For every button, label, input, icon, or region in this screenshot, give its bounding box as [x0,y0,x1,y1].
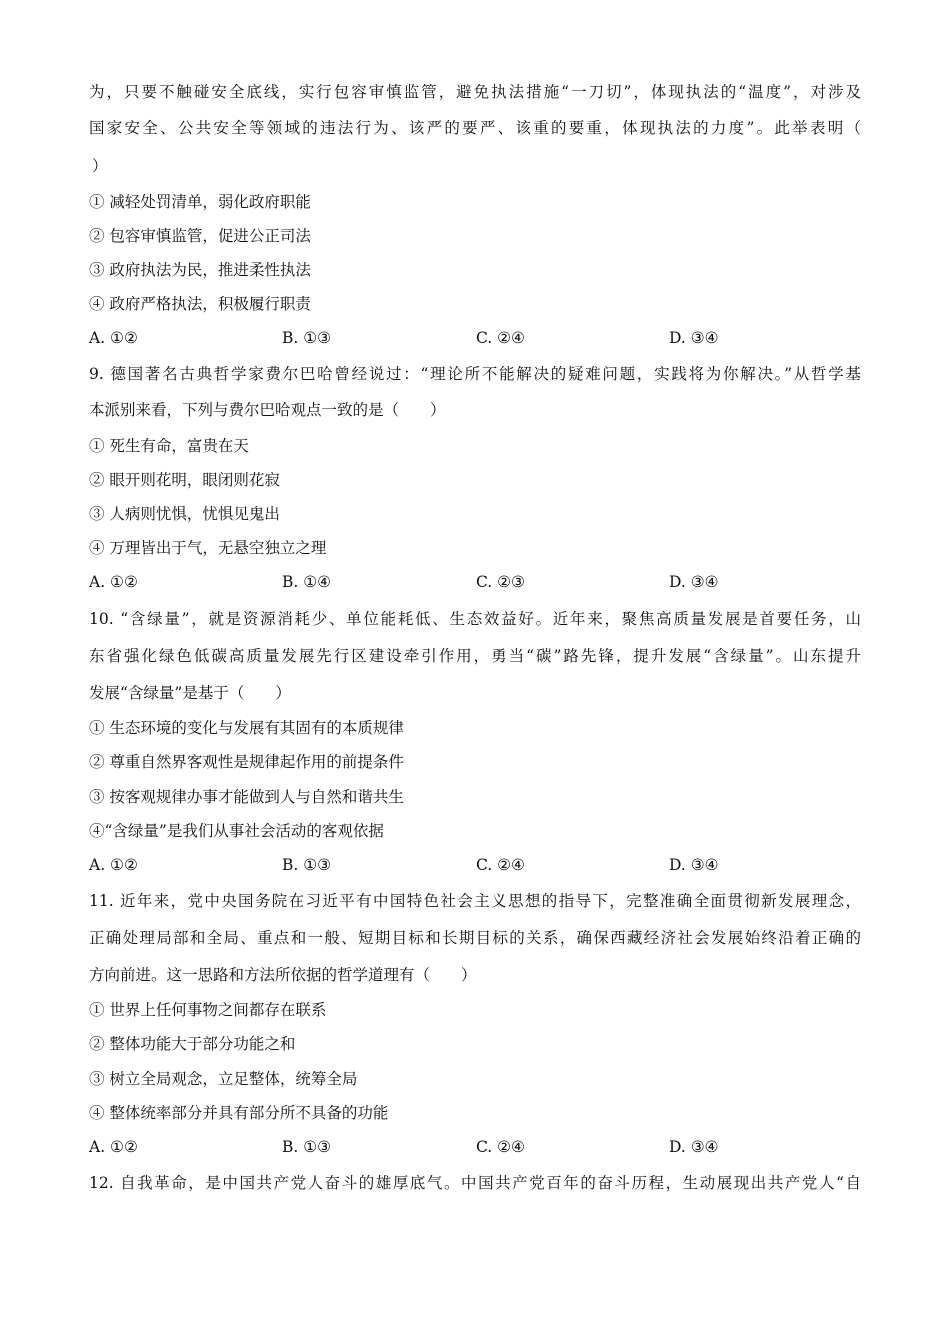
question-10-statement: ② 尊重自然界客观性是规律起作用的前提条件 [89,753,404,771]
question-10-choice-d: D. ③④ [669,856,719,874]
question-9-statement: ④ 万理皆出于气，无悬空独立之理 [89,539,327,557]
question-12-stem-line: 12. 自我革命，是中国共产党人奋斗的雄厚底气。中国共产党百年的奋斗历程，生动展现出共产党人“自 [89,1174,861,1192]
question-8-choice-a: A. ①② [89,329,138,347]
question-11-statement: ① 世界上任何事物之间都存在联系 [89,1001,327,1019]
question-8-choice-b: B. ①③ [282,329,332,347]
question-9-stem-line: 9. 德国著名古典哲学家费尔巴哈曾经说过：“理论所不能解决的疑难问题，实践将为你解决。”从哲学基 [89,365,861,383]
question-10-statement: ④“含绿量”是我们从事社会活动的客观依据 [89,822,384,840]
question-8-choice-d: D. ③④ [669,329,719,347]
question-8-statement: ② 包容审慎监管，促进公正司法 [89,227,311,245]
question-9-choice-b: B. ①④ [282,573,332,591]
question-9-choice-a: A. ①② [89,573,138,591]
question-9-stem-line: 本派别来看，下列与费尔巴哈观点一致的是（ ） [89,401,446,419]
question-10-stem-line: 10. “含绿量”，就是资源消耗少、单位能耗低、生态效益好。近年来，聚焦高质量发展是首要任务，山 [89,610,861,628]
question-10-stem-line: 东省强化绿色低碳高质量发展先行区建设牵引作用，勇当“碳”路先锋，提升发展“含绿量”。山东提升 [89,647,861,665]
question-8-stem-line: 为，只要不触碰安全底线，实行包容审慎监管，避免执法措施“一刀切”，体现执法的“温度”，对涉及 [89,83,861,101]
question-8-choice-c: C. ②④ [476,329,525,347]
question-8-statement: ③ 政府执法为民，推进柔性执法 [89,261,311,279]
question-8-stem-line: ） [92,157,108,175]
question-11-statement: ④ 整体统率部分并具有部分所不具备的功能 [89,1104,389,1122]
question-10-stem-line: 发展“含绿量”是基于（ ） [89,684,291,702]
question-10-statement: ① 生态环境的变化与发展有其固有的本质规律 [89,719,404,737]
question-10-choice-b: B. ①③ [282,856,332,874]
question-8-stem-line: 国家安全、公共安全等领域的违法行为、该严的要严、该重的要重，体现执法的力度”。此举表明（ [89,119,861,137]
question-9-statement: ③ 人病则忧惧，忧惧见鬼出 [89,505,280,523]
question-9-choice-d: D. ③④ [669,573,719,591]
question-11-choice-b: B. ①③ [282,1138,332,1156]
question-10-choice-a: A. ①② [89,856,138,874]
question-10-choice-c: C. ②④ [476,856,525,874]
question-11-choice-c: C. ②④ [476,1138,525,1156]
question-8-statement: ④ 政府严格执法，积极履行职责 [89,295,311,313]
question-11-stem-line: 方向前进。这一思路和方法所依据的哲学道理有（ ） [89,966,477,984]
question-9-choice-c: C. ②③ [476,573,525,591]
question-11-choice-a: A. ①② [89,1138,138,1156]
question-9-statement: ② 眼开则花明，眼闭则花寂 [89,471,280,489]
question-10-statement: ③ 按客观规律办事才能做到人与自然和谐共生 [89,788,404,806]
question-11-stem-line: 11. 近年来，党中央国务院在习近平有中国特色社会主义思想的指导下，完整准确全面贯彻新发展理念， [89,892,861,910]
question-8-statement: ① 减轻处罚清单，弱化政府职能 [89,193,311,211]
question-11-statement: ② 整体功能大于部分功能之和 [89,1035,296,1053]
question-11-statement: ③ 树立全局观念，立足整体，统筹全局 [89,1070,358,1088]
question-11-stem-line: 正确处理局部和全局、重点和一般、短期目标和长期目标的关系，确保西藏经济社会发展始终沿着正确的 [89,929,861,947]
question-11-choice-d: D. ③④ [669,1138,719,1156]
question-9-statement: ① 死生有命，富贵在天 [89,437,249,455]
